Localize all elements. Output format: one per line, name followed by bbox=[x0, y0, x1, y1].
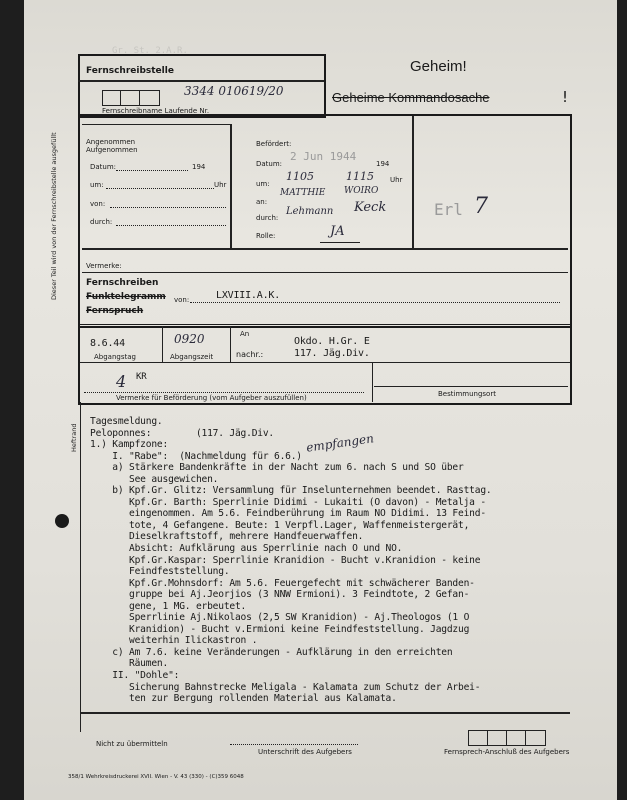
dispatch-time: 0920 bbox=[174, 332, 205, 346]
message-line: gruppe bei Aj.Jeorjios (3 NNW Ermioni). 3 Feindtote, 2 Gefan- bbox=[90, 589, 470, 601]
sent-durch-1: Lehmann bbox=[286, 206, 334, 217]
underline-mark bbox=[320, 242, 360, 243]
message-line: Dieselkraftstoff, mehrere Handfeuerwaffen. bbox=[90, 531, 364, 543]
phone-boxes bbox=[468, 730, 546, 746]
dispatch-time-label: Abgangszeit bbox=[170, 353, 214, 361]
divider bbox=[78, 80, 324, 82]
type-von-value: LXVIII.A.K. bbox=[216, 290, 281, 301]
message-line: See ausgewichen. bbox=[90, 473, 219, 485]
initial-mark: 7 bbox=[474, 194, 488, 219]
divider bbox=[82, 248, 568, 250]
divider bbox=[139, 90, 140, 106]
divider bbox=[374, 386, 568, 387]
sent-time-1: 1105 bbox=[286, 170, 314, 183]
not-sent-label: Nicht zu übermitteln bbox=[96, 740, 168, 748]
message-line: eingenommen. Am 5.6. Feindberührung im Raum NO Didimi. 13 Feind- bbox=[90, 508, 486, 520]
struck-classification: Geheime Kommandosache bbox=[332, 90, 490, 105]
margin-label: Heftrand bbox=[70, 423, 78, 452]
sent-durch-2: Keck bbox=[354, 200, 387, 215]
message-line: tote, 4 Gefangene. Beute: 1 Verpfl.Lager, Waffenmeistergerät, bbox=[90, 519, 470, 531]
kr-mark: KR bbox=[136, 372, 147, 382]
divider bbox=[525, 730, 526, 746]
divider bbox=[162, 326, 163, 362]
vermerke-befoerderung: Vermerke für Beförderung (vom Aufgeber auszufüllen) bbox=[116, 394, 307, 402]
erl-stamp: Erl bbox=[434, 200, 463, 219]
divider bbox=[230, 326, 231, 362]
divider bbox=[80, 712, 570, 714]
received-title-2: Aufgenommen bbox=[86, 146, 138, 154]
bestimmungsort-label: Bestimmungsort bbox=[438, 390, 496, 398]
message-line: c) Am 7.6. keine Veränderungen - Aufklärung in den erreichten bbox=[90, 646, 453, 658]
message-line: a) Stärkere Bandenkräfte in der Nacht zum 6. nach S und SO über bbox=[90, 462, 464, 474]
message-line: Kpf.Gr.Kaspar: Sperrlinie Kranidion - Bucht v.Kranidion - keine bbox=[90, 554, 481, 566]
message-line: I. "Rabe": (Nachmeldung für 6.6.) bbox=[90, 450, 302, 462]
type-von-label: von: bbox=[174, 296, 190, 304]
handwritten-mark: 4 bbox=[116, 372, 127, 391]
divider bbox=[412, 116, 414, 248]
recipient-1: Okdo. H.Gr. E bbox=[294, 336, 370, 347]
dotted-line bbox=[106, 188, 214, 189]
serial-number: 3344 010619/20 bbox=[184, 84, 284, 98]
sent-rolle-label: Rolle: bbox=[256, 232, 276, 240]
message-lines bbox=[90, 416, 610, 705]
received-von-label: von: bbox=[90, 200, 106, 208]
handwritten-note: empfangen bbox=[305, 431, 375, 455]
name-boxes bbox=[102, 90, 160, 106]
divider bbox=[82, 272, 568, 273]
divider bbox=[506, 730, 507, 746]
message-line: II. "Dohle": bbox=[90, 670, 180, 682]
faint-header-text: Gr. St. 2.A.R. bbox=[112, 46, 188, 56]
message-line: Peloponnes: (117. Jäg.Div. bbox=[90, 427, 275, 439]
type-fernspruch: Fernspruch bbox=[86, 306, 144, 316]
divider bbox=[120, 90, 121, 106]
message-line: Kpf.Gr. Barth: Sperrlinie Didimi - Lukaiti (O davon) - Metalja - bbox=[90, 496, 486, 508]
message-line: Sicherung Bahnstrecke Meligala - Kalamata zum Schutz der Arbei- bbox=[90, 681, 481, 693]
sent-an-2: WOIRO bbox=[344, 186, 379, 196]
message-line: b) Kpf.Gr. Glitz: Versammlung für Inselunternehmen beendet. Rasttag. bbox=[90, 485, 492, 497]
received-year: 194 bbox=[192, 163, 206, 171]
message-line: weiterhin Ilickastron . bbox=[90, 635, 258, 647]
message-line: Sperrlinie Aj.Nikolaos (2,5 SW Kranidion) - Aj.Theologos (1 O bbox=[90, 612, 470, 624]
message-line: Feindfeststellung. bbox=[90, 566, 230, 578]
dotted-line bbox=[116, 170, 188, 171]
sent-year: 194 bbox=[376, 160, 390, 168]
received-um-label: um: bbox=[90, 181, 104, 189]
sent-datum-label: Datum: bbox=[256, 160, 283, 168]
telegram-form-page bbox=[24, 0, 617, 800]
divider bbox=[82, 124, 232, 125]
message-line: Kpf.Gr.Mohnsdorf: Am 5.6. Feuergefecht mit schwächerer Banden- bbox=[90, 577, 475, 589]
phone-label: Fernsprech-Anschluß des Aufgebers bbox=[444, 748, 570, 756]
received-datum-label: Datum: bbox=[90, 163, 117, 171]
sent-uhr: Uhr bbox=[390, 176, 403, 184]
received-uhr: Uhr bbox=[214, 181, 227, 189]
dotted-line bbox=[110, 207, 226, 208]
punch-hole bbox=[55, 514, 69, 528]
recipient-2: 117. Jäg.Div. bbox=[294, 348, 370, 359]
an-label: An bbox=[240, 330, 250, 338]
sent-durch-label: durch: bbox=[256, 214, 279, 222]
printer-line: 358/1 Wehrkreisdruckerei XVII. Wien - V. 43 (330) - (C)359 6048 bbox=[68, 774, 244, 780]
dept-label: Fernschreibstelle bbox=[86, 66, 174, 76]
sent-title: Befördert: bbox=[256, 140, 292, 148]
received-durch-label: durch: bbox=[90, 218, 113, 226]
message-line: Räumen. bbox=[90, 658, 169, 670]
dotted-line bbox=[230, 744, 358, 745]
dotted-line bbox=[190, 302, 560, 303]
margin-line bbox=[80, 402, 81, 732]
divider bbox=[230, 124, 232, 248]
side-note: Dieser Teil wird von der Fernschreibstelle ausgefüllt bbox=[50, 132, 58, 300]
message-line: 1.) Kampfzone: bbox=[90, 439, 169, 451]
classification-exclaim: ! bbox=[562, 88, 569, 106]
type-fernschreiben: Fernschreiben bbox=[86, 278, 159, 288]
date-stamp: 2 Jun 1944 bbox=[290, 150, 357, 163]
divider bbox=[80, 362, 570, 363]
divider bbox=[487, 730, 488, 746]
sent-rolle-value: JA bbox=[330, 224, 345, 239]
message-line: ten zur Bergung rollenden Material aus Kalamata. bbox=[90, 693, 397, 705]
serial-caption: Fernschreibname Laufende Nr. bbox=[102, 107, 210, 115]
sent-um-label: um: bbox=[256, 180, 270, 188]
dispatch-date-label: Abgangstag bbox=[94, 353, 136, 361]
message-line: Absicht: Aufklärung aus Sperrlinie nach O und NO. bbox=[90, 543, 403, 555]
dispatch-date: 8.6.44 bbox=[90, 338, 125, 349]
message-line: gene, 1 MG. erbeutet. bbox=[90, 600, 247, 612]
received-title-1: Angenommen bbox=[86, 138, 136, 146]
type-funktelegramm: Funktelegramm bbox=[86, 292, 166, 302]
signature-label: Unterschrift des Aufgebers bbox=[258, 748, 352, 756]
classification-label: Geheim! bbox=[410, 58, 467, 75]
divider bbox=[372, 362, 373, 402]
dotted-line bbox=[116, 225, 226, 226]
sent-an-1: MATTHIE bbox=[280, 188, 326, 198]
message-line: Kranidion) - Bucht v.Ermioni keine Feindfeststellung. Jagdzug bbox=[90, 623, 470, 635]
message-line: Tagesmeldung. bbox=[90, 416, 163, 427]
vermerke-label: Vermerke: bbox=[86, 262, 122, 270]
dotted-line bbox=[84, 392, 364, 393]
message-body bbox=[90, 416, 610, 705]
sent-an-label: an: bbox=[256, 198, 268, 206]
sent-time-2: 1115 bbox=[346, 170, 374, 183]
nachr-label: nachr.: bbox=[236, 350, 264, 359]
